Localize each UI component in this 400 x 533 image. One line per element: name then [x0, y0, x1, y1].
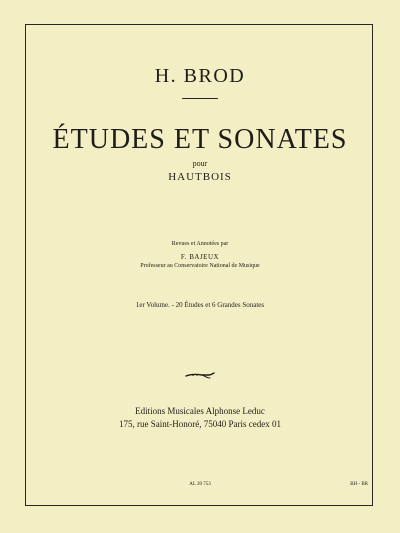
editor-role: Professeur au Conservatoire National de Musique: [140, 263, 260, 269]
composer-name: H. BROD: [154, 65, 246, 87]
instrument-name: HAUTBOIS: [168, 171, 232, 183]
volume-description: 1er Volume. - 20 Études et 6 Grandes Sonates: [135, 301, 265, 309]
title-divider: [182, 98, 218, 99]
editor-name: F. BAJEUX: [180, 253, 220, 261]
publisher-name: Editions Musicales Alphonse Leduc: [135, 406, 265, 416]
revision-note: Revues et Annotées par: [171, 241, 229, 247]
work-title: ÉTUDES ET SONATES: [52, 124, 348, 155]
catalog-number: AL 20 753: [189, 482, 211, 487]
stylized-oboe-icon: [185, 370, 215, 382]
publisher-address: 175, rue Saint-Honoré, 75040 Paris cedex 01: [119, 419, 281, 429]
edition-code: BH - BR: [350, 482, 368, 487]
pour-label: pour: [192, 159, 208, 168]
